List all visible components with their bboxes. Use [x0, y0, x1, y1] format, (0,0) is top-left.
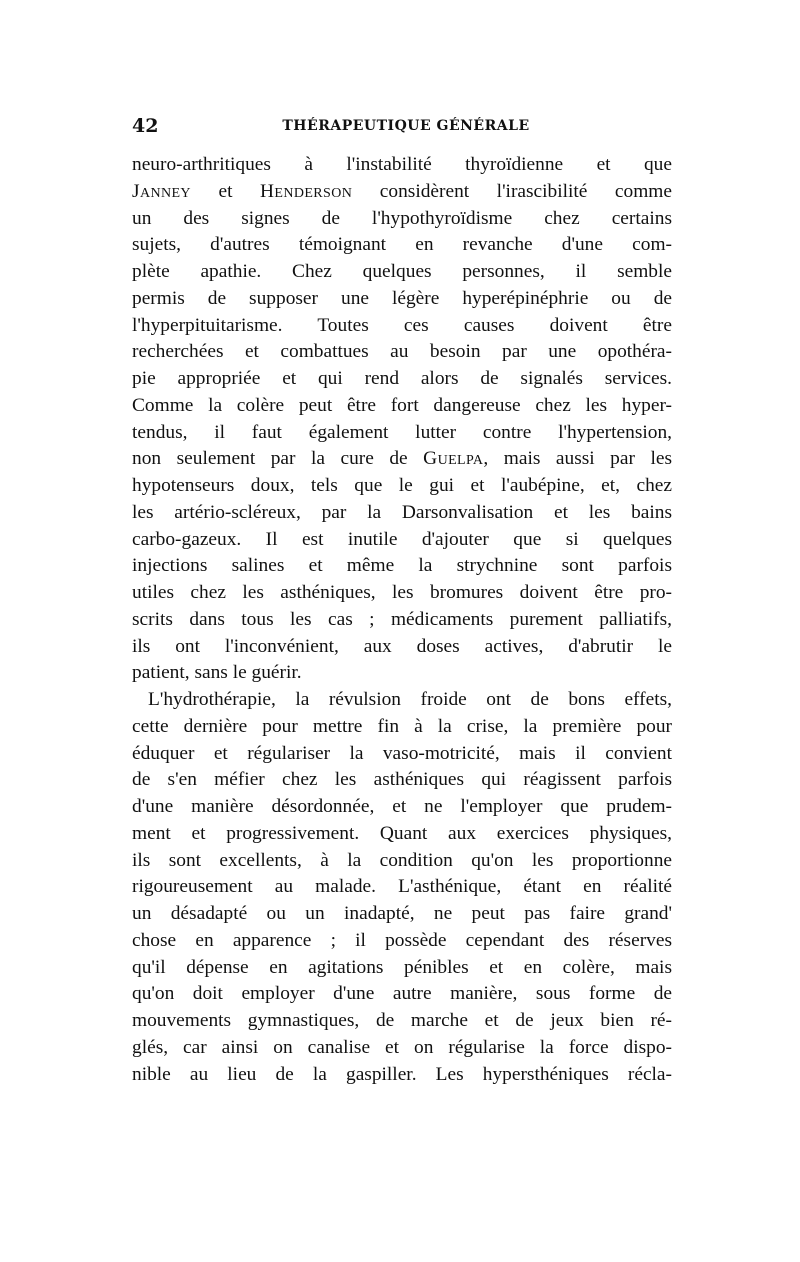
text-line: ment et progressivement. Quant aux exercices physiques,: [132, 822, 672, 844]
text-line: recherchées et combattues au besoin par une opothéra-: [132, 341, 672, 363]
running-head: [132, 112, 672, 140]
text-line: pie appropriée et qui rend alors de signalés services.: [132, 368, 672, 389]
text-line: d'une manière désordonnée, et ne l'employer que prudem-: [132, 796, 672, 817]
text-line: sujets, d'autres témoignant en revanche d'une com-: [132, 234, 672, 256]
text-segment: et: [190, 180, 260, 202]
text-segment: , mais aussi par les: [483, 448, 672, 470]
text-line: utiles chez les asthéniques, les bromures doivent être pro-: [132, 582, 672, 603]
text-line: rigoureusement au malade. L'asthénique, étant en réalité: [132, 876, 672, 898]
text-line: éduquer et régulariser la vaso-motricité, mais il convient: [132, 742, 672, 764]
text-line: [132, 179, 672, 206]
text-line: les artério-scléreux, par la Darsonvalisation et les bains: [132, 501, 672, 523]
text-line: hypotenseurs doux, tels que le gui et l'aubépine, et, chez: [132, 475, 672, 496]
author-name: Janney: [132, 180, 191, 202]
author-name: Henderson: [259, 180, 353, 202]
text-line: injections salines et même la strychnine sont parfois: [132, 555, 672, 577]
text-line: qu'on doit employer d'une autre manière, sous forme de: [132, 983, 672, 1005]
running-title: THÉRAPEUTIQUE GÉNÉRALE: [282, 118, 530, 134]
text-line: neuro-arthritiques à l'instabilité thyroïdienne et que: [132, 154, 672, 175]
text-line: mouvements gymnastiques, de marche et de jeux bien ré-: [132, 1010, 672, 1031]
text-line: nible au lieu de la gaspiller. Les hypersthéniques récla-: [132, 1063, 672, 1085]
text-line: scrits dans tous les cas ; médicaments purement palliatifs,: [132, 608, 672, 630]
text-line: tendus, il faut également lutter contre l'hypertension,: [132, 421, 672, 443]
text-segment: non seulement par la cure de: [132, 448, 424, 470]
text-line: patient, sans le guérir.: [132, 662, 302, 684]
text-line: de s'en méfier chez les asthéniques qui réagissent parfois: [132, 769, 672, 791]
text-line: qu'il dépense en agitations pénibles et en colère, mais: [132, 956, 672, 978]
text-line: l'hyperpituitarisme. Toutes ces causes doivent être: [132, 314, 672, 336]
text-line: L'hydrothérapie, la révulsion froide ont de bons effets,: [148, 689, 672, 710]
text-line: ils sont excellents, à la condition qu'on les proportionne: [132, 849, 672, 871]
text-line: un des signes de l'hypothyroïdisme chez certains: [132, 207, 672, 229]
text-line: un désadapté ou un inadapté, ne peut pas faire grand': [132, 903, 672, 924]
body-text: [132, 152, 672, 1088]
text-line: plète apathie. Chez quelques personnes, il semble: [132, 261, 672, 282]
text-line: cette dernière pour mettre fin à la crise, la première pour: [132, 715, 672, 737]
text-line: Comme la colère peut être fort dangereuse chez les hyper-: [132, 394, 672, 416]
text-line: [132, 446, 672, 473]
page-number: 42: [132, 115, 159, 137]
text-segment: considèrent l'irascibilité comme: [352, 180, 672, 202]
author-name: Guelpa: [423, 448, 484, 470]
text-line: glés, car ainsi on canalise et on régularise la force dispo-: [132, 1036, 672, 1058]
text-line: carbo-gazeux. Il est inutile d'ajouter que si quelques: [132, 528, 672, 550]
text-line: chose en apparence ; il possède cependant des réserves: [132, 929, 672, 951]
text-line: permis de supposer une légère hyperépinéphrie ou de: [132, 287, 672, 309]
text-line: ils ont l'inconvénient, aux doses actives, d'abrutir le: [132, 635, 672, 657]
